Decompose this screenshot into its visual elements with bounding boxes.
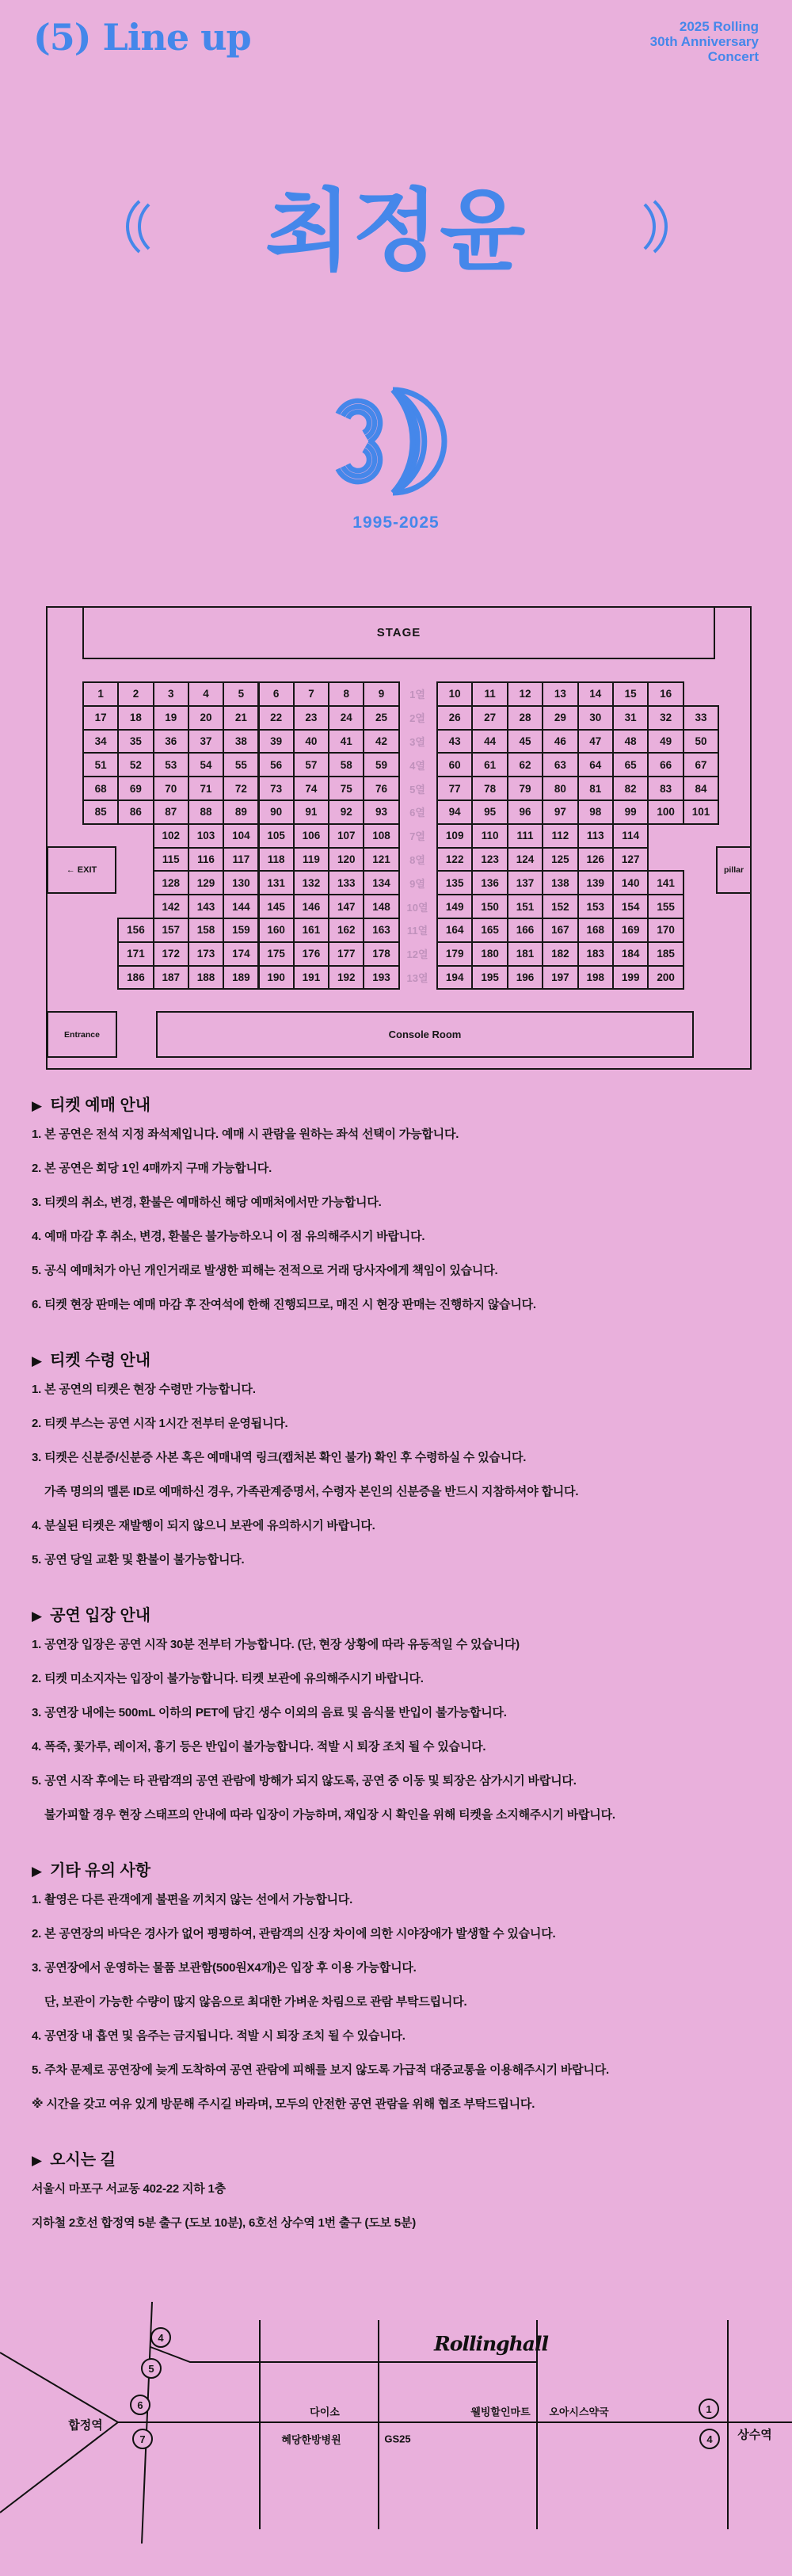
seat: 55 bbox=[223, 752, 259, 777]
seat: 18 bbox=[117, 705, 154, 731]
seat: 33 bbox=[683, 705, 719, 731]
seat: 160 bbox=[258, 918, 295, 943]
seat: 153 bbox=[577, 894, 614, 919]
seat: 59 bbox=[363, 752, 399, 777]
seat: 192 bbox=[328, 965, 364, 990]
seat: 119 bbox=[293, 847, 329, 872]
directions-map bbox=[0, 2298, 792, 2576]
exit-circle-4: 4 bbox=[150, 2327, 171, 2348]
seat: 95 bbox=[471, 800, 508, 825]
section-item: 2. 티켓 미소지자는 입장이 불가능합니다. 티켓 보관에 유의해주시기 바랍니다. bbox=[32, 1672, 424, 1685]
seat: 42 bbox=[363, 729, 399, 754]
seat: 139 bbox=[577, 870, 614, 895]
section-title bbox=[32, 1857, 768, 1880]
section-item: 6. 티켓 현장 판매는 예매 마감 후 잔여석에 한해 진행되므로, 매진 시 현장 판매는 진행하지 않습니다. bbox=[32, 1298, 536, 1311]
seat: 5 bbox=[223, 681, 259, 707]
seat: 188 bbox=[188, 965, 224, 990]
seat: 25 bbox=[363, 705, 399, 731]
seat: 110 bbox=[471, 823, 508, 849]
seat: 118 bbox=[258, 847, 295, 872]
seat: 115 bbox=[153, 847, 189, 872]
seat: 162 bbox=[328, 918, 364, 943]
seat: 94 bbox=[436, 800, 473, 825]
seat: 140 bbox=[612, 870, 649, 895]
seat: 90 bbox=[258, 800, 295, 825]
seat: 135 bbox=[436, 870, 473, 895]
station-sangsu-label: 상수역 bbox=[737, 2428, 772, 2442]
seat: 125 bbox=[542, 847, 578, 872]
seat: 65 bbox=[612, 752, 649, 777]
section-title-text: 기타 유의 사항 bbox=[50, 1862, 151, 1880]
seat: 141 bbox=[647, 870, 683, 895]
row-label: 12열 bbox=[406, 948, 428, 961]
seat: 29 bbox=[542, 705, 578, 731]
section-item: 서울시 마포구 서교동 402-22 지하 1층 bbox=[32, 2182, 226, 2196]
section-item: 4. 폭죽, 꽃가루, 레이저, 흉기 등은 반입이 불가능합니다. 적발 시 퇴장 조치 될 수 있습니다. bbox=[32, 1740, 486, 1754]
seat: 157 bbox=[153, 918, 189, 943]
seat: 34 bbox=[82, 729, 119, 754]
row-label: 10열 bbox=[406, 901, 428, 914]
section-item: 3. 티켓은 신분증/신분증 사본 혹은 예매내역 링크(캡처본 확인 불가) 확인 후 수령하실 수 있습니다. bbox=[32, 1451, 527, 1464]
section-item: 단, 보관이 가능한 수량이 많지 않음으로 최대한 가벼운 차림으로 관람 부탁드립니다. bbox=[44, 1995, 467, 2009]
section-item: 4. 예매 마감 후 취소, 변경, 환불은 불가능하오니 이 점 유의해주시기 바랍니다. bbox=[32, 1230, 425, 1243]
concert-title bbox=[650, 19, 759, 64]
seat: 14 bbox=[577, 681, 614, 707]
seat: 89 bbox=[223, 800, 259, 825]
seat: 81 bbox=[577, 776, 614, 801]
seat: 137 bbox=[507, 870, 543, 895]
seat: 96 bbox=[507, 800, 543, 825]
seat: 48 bbox=[612, 729, 649, 754]
entrance-box: Entrance bbox=[47, 1011, 117, 1058]
section-item: 불가피할 경우 현장 스태프의 안내에 따라 입장이 가능하며, 재입장 시 확인을 위해 티켓을 소지해주시기 바랍니다. bbox=[44, 1808, 615, 1822]
seat: 75 bbox=[328, 776, 364, 801]
seat: 104 bbox=[223, 823, 259, 849]
section-marker-icon: ▶ bbox=[32, 1609, 43, 1624]
seat: 106 bbox=[293, 823, 329, 849]
seat: 166 bbox=[507, 918, 543, 943]
seat: 130 bbox=[223, 870, 259, 895]
seat: 196 bbox=[507, 965, 543, 990]
seat: 62 bbox=[507, 752, 543, 777]
section-item: 5. 공연 당일 교환 및 환불이 불가능합니다. bbox=[32, 1553, 245, 1567]
seat: 78 bbox=[471, 776, 508, 801]
seat: 168 bbox=[577, 918, 614, 943]
exit-circle-6: 6 bbox=[130, 2395, 150, 2415]
seat: 164 bbox=[436, 918, 473, 943]
section-marker-icon: ▶ bbox=[32, 1864, 43, 1879]
seat: 177 bbox=[328, 941, 364, 967]
seat: 131 bbox=[258, 870, 295, 895]
seat: 124 bbox=[507, 847, 543, 872]
seat: 148 bbox=[363, 894, 399, 919]
section-title-text: 공연 입장 안내 bbox=[50, 1607, 151, 1624]
seat: 63 bbox=[542, 752, 578, 777]
seat: 155 bbox=[647, 894, 683, 919]
seat: 51 bbox=[82, 752, 119, 777]
seat: 66 bbox=[647, 752, 683, 777]
seat: 136 bbox=[471, 870, 508, 895]
seat: 39 bbox=[258, 729, 295, 754]
seat: 3 bbox=[153, 681, 189, 707]
section-item: 5. 주차 문제로 공연장에 늦게 도착하여 공연 관람에 피해를 보지 않도록 가급적 대중교통을 이용해주시기 바랍니다. bbox=[32, 2063, 609, 2077]
seat: 53 bbox=[153, 752, 189, 777]
seat: 31 bbox=[612, 705, 649, 731]
row-label: 11열 bbox=[406, 925, 428, 937]
seat: 16 bbox=[647, 681, 683, 707]
seat: 21 bbox=[223, 705, 259, 731]
section-title bbox=[32, 2147, 768, 2170]
seat: 189 bbox=[223, 965, 259, 990]
seat: 154 bbox=[612, 894, 649, 919]
section-item: 가족 명의의 멜론 ID로 예매하신 경우, 가족관계증명서, 수령자 본인의 신분증을 반드시 지참하셔야 합니다. bbox=[44, 1485, 579, 1498]
seat: 6 bbox=[258, 681, 295, 707]
seat: 10 bbox=[436, 681, 473, 707]
seat: 61 bbox=[471, 752, 508, 777]
seat: 190 bbox=[258, 965, 295, 990]
seat: 85 bbox=[82, 800, 119, 825]
seat: 71 bbox=[188, 776, 224, 801]
seat: 35 bbox=[117, 729, 154, 754]
seat: 107 bbox=[328, 823, 364, 849]
seat: 60 bbox=[436, 752, 473, 777]
seat: 84 bbox=[683, 776, 719, 801]
section-title bbox=[32, 1092, 768, 1115]
seat: 101 bbox=[683, 800, 719, 825]
row-label: 1열 bbox=[409, 689, 425, 701]
seat: 185 bbox=[647, 941, 683, 967]
section-item: 5. 공연 시작 후에는 타 관람객의 공연 관람에 방해가 되지 않도록, 공연 중 이동 및 퇴장은 삼가시기 바랍니다. bbox=[32, 1774, 577, 1788]
seat: 50 bbox=[683, 729, 719, 754]
seat: 99 bbox=[612, 800, 649, 825]
seat: 163 bbox=[363, 918, 399, 943]
row-label: 5열 bbox=[409, 783, 425, 796]
seat: 183 bbox=[577, 941, 614, 967]
section-item: 3. 공연장 내에는 500mL 이하의 PET에 담긴 생수 이외의 음료 및 음식물 반입이 불가능합니다. bbox=[32, 1706, 507, 1719]
seat: 64 bbox=[577, 752, 614, 777]
section-title bbox=[32, 1602, 768, 1625]
seat: 97 bbox=[542, 800, 578, 825]
seat: 109 bbox=[436, 823, 473, 849]
seat: 194 bbox=[436, 965, 473, 990]
seat: 127 bbox=[612, 847, 649, 872]
seat: 199 bbox=[612, 965, 649, 990]
seat: 11 bbox=[471, 681, 508, 707]
seat: 8 bbox=[328, 681, 364, 707]
seat: 68 bbox=[82, 776, 119, 801]
seat: 2 bbox=[117, 681, 154, 707]
seat: 182 bbox=[542, 941, 578, 967]
stage-box: STAGE bbox=[82, 606, 715, 659]
seat: 122 bbox=[436, 847, 473, 872]
seat: 180 bbox=[471, 941, 508, 967]
ornament-right-icon bbox=[643, 198, 678, 259]
seat: 54 bbox=[188, 752, 224, 777]
seat: 176 bbox=[293, 941, 329, 967]
artist-name: 최정윤 bbox=[265, 181, 527, 280]
row-label: 13열 bbox=[406, 971, 428, 984]
seat: 47 bbox=[577, 729, 614, 754]
seat: 181 bbox=[507, 941, 543, 967]
seat: 172 bbox=[153, 941, 189, 967]
section-title-text: 오시는 길 bbox=[50, 2151, 116, 2169]
seat: 56 bbox=[258, 752, 295, 777]
place-label-clinic: 혜당한방병원 bbox=[281, 2433, 341, 2446]
seat: 27 bbox=[471, 705, 508, 731]
seat: 20 bbox=[188, 705, 224, 731]
exit-circle-5: 5 bbox=[141, 2358, 162, 2379]
row-label: 6열 bbox=[409, 807, 425, 819]
seat: 114 bbox=[612, 823, 649, 849]
seat: 22 bbox=[258, 705, 295, 731]
seat: 152 bbox=[542, 894, 578, 919]
section-item: ※ 시간을 갖고 여유 있게 방문해 주시길 바라며, 모두의 안전한 공연 관람을 위해 협조 부탁드립니다. bbox=[32, 2097, 535, 2111]
seat: 156 bbox=[117, 918, 154, 943]
seat: 138 bbox=[542, 870, 578, 895]
seat: 167 bbox=[542, 918, 578, 943]
seat: 93 bbox=[363, 800, 399, 825]
seat: 117 bbox=[223, 847, 259, 872]
seat: 195 bbox=[471, 965, 508, 990]
section-item: 1. 본 공연의 티켓은 현장 수령만 가능합니다. bbox=[32, 1383, 256, 1396]
seat: 198 bbox=[577, 965, 614, 990]
seat: 129 bbox=[188, 870, 224, 895]
seat: 179 bbox=[436, 941, 473, 967]
section-item: 4. 공연장 내 흡연 및 음주는 금지됩니다. 적발 시 퇴장 조치 될 수 있습니다. bbox=[32, 2029, 406, 2043]
seat: 86 bbox=[117, 800, 154, 825]
row-label: 4열 bbox=[409, 759, 425, 772]
seat: 17 bbox=[82, 705, 119, 731]
row-label: 7열 bbox=[409, 830, 425, 843]
seat: 98 bbox=[577, 800, 614, 825]
seat: 108 bbox=[363, 823, 399, 849]
seat: 38 bbox=[223, 729, 259, 754]
row-label: 8열 bbox=[409, 853, 425, 866]
seat: 102 bbox=[153, 823, 189, 849]
seat: 200 bbox=[647, 965, 683, 990]
seat: 74 bbox=[293, 776, 329, 801]
section-item: 2. 본 공연장의 바닥은 경사가 없어 평평하여, 관람객의 신장 차이에 의한 시야장애가 발생할 수 있습니다. bbox=[32, 1927, 556, 1941]
seat: 12 bbox=[507, 681, 543, 707]
seat: 70 bbox=[153, 776, 189, 801]
seat: 91 bbox=[293, 800, 329, 825]
seat: 13 bbox=[542, 681, 578, 707]
seat: 146 bbox=[293, 894, 329, 919]
place-label-pharmacy: 오아시스약국 bbox=[549, 2406, 609, 2418]
seat: 126 bbox=[577, 847, 614, 872]
seat: 92 bbox=[328, 800, 364, 825]
seat: 32 bbox=[647, 705, 683, 731]
seat: 191 bbox=[293, 965, 329, 990]
seat: 23 bbox=[293, 705, 329, 731]
section-marker-icon: ▶ bbox=[32, 1098, 43, 1113]
seat: 197 bbox=[542, 965, 578, 990]
seat: 178 bbox=[363, 941, 399, 967]
seat: 149 bbox=[436, 894, 473, 919]
seat: 43 bbox=[436, 729, 473, 754]
section-item: 지하철 2호선 합정역 5분 출구 (도보 10분), 6호선 상수역 1번 출구 (도보 5분) bbox=[32, 2216, 417, 2230]
place-label-mart: 웰빙할인마트 bbox=[470, 2406, 531, 2418]
row-label: 9열 bbox=[409, 877, 425, 890]
seat: 150 bbox=[471, 894, 508, 919]
seat: 7 bbox=[293, 681, 329, 707]
section-title-text: 티켓 수령 안내 bbox=[50, 1352, 151, 1369]
concert-title-line: Concert bbox=[707, 49, 759, 64]
notice-sections bbox=[32, 1092, 768, 2250]
seat: 19 bbox=[153, 705, 189, 731]
row-label: 2열 bbox=[409, 712, 425, 725]
seat: 170 bbox=[647, 918, 683, 943]
section-item: 2. 티켓 부스는 공연 시작 1시간 전부터 운영됩니다. bbox=[32, 1417, 288, 1430]
seat: 159 bbox=[223, 918, 259, 943]
seat: 79 bbox=[507, 776, 543, 801]
seat: 132 bbox=[293, 870, 329, 895]
seat: 72 bbox=[223, 776, 259, 801]
seat: 158 bbox=[188, 918, 224, 943]
seat: 134 bbox=[363, 870, 399, 895]
seat: 15 bbox=[612, 681, 649, 707]
seat: 165 bbox=[471, 918, 508, 943]
seat: 77 bbox=[436, 776, 473, 801]
seat: 36 bbox=[153, 729, 189, 754]
place-label-daiso: 다이소 bbox=[310, 2406, 340, 2418]
seat: 83 bbox=[647, 776, 683, 801]
seat: 87 bbox=[153, 800, 189, 825]
seat: 37 bbox=[188, 729, 224, 754]
seat: 133 bbox=[328, 870, 364, 895]
seat: 26 bbox=[436, 705, 473, 731]
station-hapjeong-label: 합정역 bbox=[68, 2418, 103, 2433]
seat: 144 bbox=[223, 894, 259, 919]
section-title bbox=[32, 1347, 768, 1370]
pillar-box: pillar bbox=[716, 846, 752, 894]
road-diagonal-lower bbox=[0, 2422, 118, 2513]
exit-circle-7: 7 bbox=[132, 2429, 153, 2449]
seat: 28 bbox=[507, 705, 543, 731]
30th-anniversary-logo-icon bbox=[325, 384, 467, 502]
seat: 121 bbox=[363, 847, 399, 872]
seat: 80 bbox=[542, 776, 578, 801]
seat: 187 bbox=[153, 965, 189, 990]
seat: 88 bbox=[188, 800, 224, 825]
seat: 4 bbox=[188, 681, 224, 707]
seat: 123 bbox=[471, 847, 508, 872]
seat: 105 bbox=[258, 823, 295, 849]
seat: 45 bbox=[507, 729, 543, 754]
seat: 9 bbox=[363, 681, 399, 707]
seat: 1 bbox=[82, 681, 119, 707]
section-item: 2. 본 공연은 회당 1인 4매까지 구매 가능합니다. bbox=[32, 1162, 272, 1175]
console-room-box: Console Room bbox=[156, 1011, 694, 1058]
seat: 58 bbox=[328, 752, 364, 777]
seat: 57 bbox=[293, 752, 329, 777]
seat: 46 bbox=[542, 729, 578, 754]
seat: 113 bbox=[577, 823, 614, 849]
seat: 174 bbox=[223, 941, 259, 967]
seat: 116 bbox=[188, 847, 224, 872]
concert-title-line: 30th Anniversary bbox=[649, 34, 759, 49]
seat: 49 bbox=[647, 729, 683, 754]
seat: 171 bbox=[117, 941, 154, 967]
section-item: 1. 본 공연은 전석 지정 좌석제입니다. 예매 시 관람을 원하는 좌석 선택이 가능합니다. bbox=[32, 1128, 459, 1141]
seat: 103 bbox=[188, 823, 224, 849]
section-marker-icon: ▶ bbox=[32, 1353, 43, 1368]
section-title-text: 티켓 예매 안내 bbox=[50, 1097, 151, 1114]
place-label-gs25: GS25 bbox=[384, 2433, 411, 2445]
seat: 128 bbox=[153, 870, 189, 895]
section-item: 5. 공식 예매처가 아닌 개인거래로 발생한 피해는 전적으로 거래 당사자에게 책임이 있습니다. bbox=[32, 1264, 498, 1277]
seat: 145 bbox=[258, 894, 295, 919]
anniversary-years: 1995-2025 bbox=[352, 513, 440, 532]
exit-circle-1: 1 bbox=[699, 2399, 719, 2419]
seat: 41 bbox=[328, 729, 364, 754]
section-item: 3. 티켓의 취소, 변경, 환불은 예매하신 해당 예매처에서만 가능합니다. bbox=[32, 1196, 382, 1209]
seat: 193 bbox=[363, 965, 399, 990]
road-diagonal-upper bbox=[0, 2353, 118, 2422]
seat: 52 bbox=[117, 752, 154, 777]
concert-title-line: 2025 Rolling bbox=[679, 19, 759, 34]
seat: 73 bbox=[258, 776, 295, 801]
seat: 111 bbox=[507, 823, 543, 849]
seat: 100 bbox=[647, 800, 683, 825]
seat: 112 bbox=[542, 823, 578, 849]
seat: 30 bbox=[577, 705, 614, 731]
seat: 44 bbox=[471, 729, 508, 754]
seat: 82 bbox=[612, 776, 649, 801]
section-marker-icon: ▶ bbox=[32, 2153, 43, 2168]
seat: 120 bbox=[328, 847, 364, 872]
seat: 161 bbox=[293, 918, 329, 943]
seat: 169 bbox=[612, 918, 649, 943]
seat: 24 bbox=[328, 705, 364, 731]
seat: 40 bbox=[293, 729, 329, 754]
exit-box: ← EXIT bbox=[47, 846, 116, 894]
seat: 173 bbox=[188, 941, 224, 967]
page-title: (5) Line up bbox=[33, 16, 251, 59]
row-label: 3열 bbox=[409, 735, 425, 748]
section-item: 4. 분실된 티켓은 재발행이 되지 않으니 보관에 유의하시기 바랍니다. bbox=[32, 1519, 375, 1532]
section-item: 3. 공연장에서 운영하는 물품 보관함(500원X4개)은 입장 후 이용 가능합니다. bbox=[32, 1961, 417, 1975]
seat: 147 bbox=[328, 894, 364, 919]
venue-label: Rollinghall bbox=[434, 2332, 548, 2356]
seat: 67 bbox=[683, 752, 719, 777]
exit-circle-4-right: 4 bbox=[699, 2429, 720, 2449]
seat: 69 bbox=[117, 776, 154, 801]
seat: 76 bbox=[363, 776, 399, 801]
seat: 184 bbox=[612, 941, 649, 967]
seat: 142 bbox=[153, 894, 189, 919]
section-item: 1. 공연장 입장은 공연 시작 30분 전부터 가능합니다. (단, 현장 상황에 따라 유동적일 수 있습니다) bbox=[32, 1638, 520, 1651]
section-item: 1. 촬영은 다른 관객에게 불편을 끼치지 않는 선에서 가능합니다. bbox=[32, 1893, 353, 1906]
seat: 151 bbox=[507, 894, 543, 919]
seat: 175 bbox=[258, 941, 295, 967]
seat: 186 bbox=[117, 965, 154, 990]
seat: 143 bbox=[188, 894, 224, 919]
